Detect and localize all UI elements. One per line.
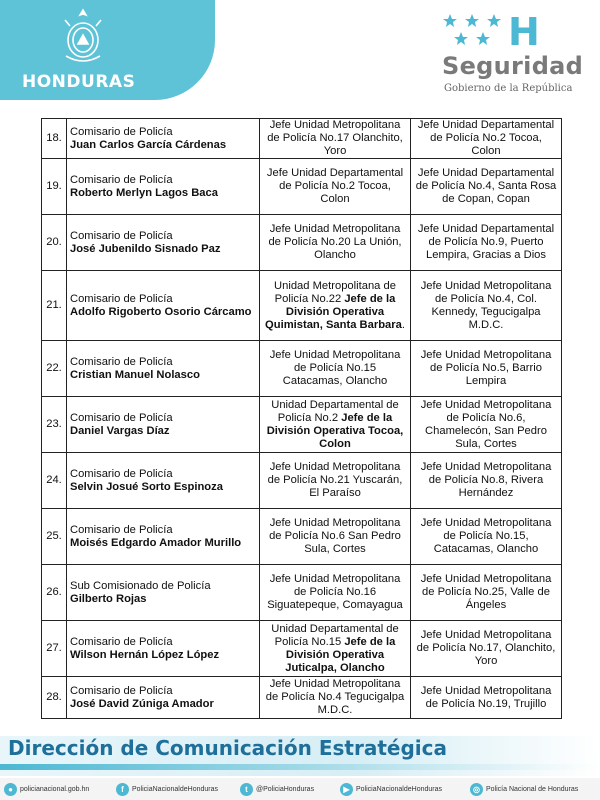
table-row <box>42 341 562 397</box>
officer-rank: Sub Comisionado de Policía <box>70 579 211 592</box>
current-post-text: Jefe Unidad Departamental de Policía No.2 Tocoa, Colon <box>266 167 404 205</box>
table-row <box>42 565 562 621</box>
current-post-text: Jefe Unidad Metropolitana de Policía No.17 Olanchito, Yoro <box>267 119 403 157</box>
social-label: Policía Nacional de Honduras <box>486 785 579 793</box>
officer-rank: Comisario de Policía <box>70 355 173 368</box>
current-post-cell <box>260 509 411 565</box>
officer-name: Juan Carlos García Cárdenas <box>70 138 227 151</box>
new-post-cell: Jefe Unidad Metropolitana de Policía No.25, Valle de Ángeles <box>411 565 562 621</box>
social-label: policianacional.gob.hn <box>20 785 90 793</box>
current-post-text: Unidad Departamental de Policía No.15 <box>271 622 399 648</box>
brand-subtitle: Gobierno de la República <box>444 83 573 94</box>
instagram-icon: ◎ <box>470 783 483 796</box>
table-row <box>42 677 562 719</box>
officer-cell <box>67 677 260 719</box>
table-row <box>42 397 562 453</box>
transfers-table <box>41 118 562 719</box>
new-post-cell: Jefe Unidad Departamental de Policía No.4, Santa Rosa de Copan, Copan <box>411 159 562 215</box>
coat-of-arms-icon <box>58 8 108 66</box>
officer-cell <box>67 119 260 159</box>
table-row <box>42 453 562 509</box>
row-number: 27. <box>42 621 67 677</box>
row-number: 22. <box>42 341 67 397</box>
officer-cell <box>67 215 260 271</box>
page-header <box>0 0 600 112</box>
twitter-icon: t <box>240 783 253 796</box>
social-link[interactable] <box>4 781 89 797</box>
row-number: 23. <box>42 397 67 453</box>
row-number: 18. <box>42 119 67 159</box>
officer-rank: Comisario de Policía <box>70 684 173 697</box>
current-post-text: Jefe de la División Operativa Tocoa, Colon <box>266 411 404 450</box>
officer-name: José David Zúniga Amador <box>70 697 214 710</box>
officer-cell <box>67 341 260 397</box>
new-post-cell: Jefe Unidad Metropolitana de Policía No.8, Rivera Hernández <box>411 453 562 509</box>
officer-name: Gilberto Rojas <box>70 592 147 605</box>
current-post-cell <box>260 341 411 397</box>
new-post-cell: Jefe Unidad Metropolitana de Policía No.6, Chamelecón, San Pedro Sula, Cortes <box>411 397 562 453</box>
new-post-cell: Jefe Unidad Departamental de Policía No.9, Puerto Lempira, Gracias a Dios <box>411 215 562 271</box>
current-post-cell <box>260 119 411 159</box>
social-link[interactable] <box>240 781 314 797</box>
current-post-cell <box>260 621 411 677</box>
row-number: 19. <box>42 159 67 215</box>
current-post-cell <box>260 565 411 621</box>
new-post-cell: Jefe Unidad Metropolitana de Policía No.19, Trujillo <box>411 677 562 719</box>
officer-cell <box>67 509 260 565</box>
new-post-cell: Jefe Unidad Metropolitana de Policía No.4, Col. Kennedy, Tegucigalpa M.D.C. <box>411 271 562 341</box>
youtube-icon: ▶ <box>340 783 353 796</box>
honduras-banner <box>0 0 215 100</box>
row-number: 26. <box>42 565 67 621</box>
officer-rank: Comisario de Policía <box>70 635 173 648</box>
current-post-text: Jefe de la División Operativa Juticalpa, Olancho <box>285 635 396 674</box>
officer-cell <box>67 271 260 341</box>
current-post-text: Jefe Unidad Metropolitana de Policía No.4 Tegucigalpa M.D.C. <box>265 678 405 716</box>
current-post-cell <box>260 397 411 453</box>
footer-title: Dirección de Comunicación Estratégica <box>8 736 447 760</box>
row-number: 21. <box>42 271 67 341</box>
table-row <box>42 159 562 215</box>
current-post-text: Unidad Metropolitana de Policía No.22 <box>274 279 396 305</box>
officer-cell <box>67 565 260 621</box>
social-links <box>0 778 600 800</box>
officer-rank: Comisario de Policía <box>70 523 173 536</box>
officer-name: Wilson Hernán López López <box>70 648 220 661</box>
new-post-cell: Jefe Unidad Metropolitana de Policía No.15, Catacamas, Olancho <box>411 509 562 565</box>
officer-name: Cristian Manuel Nolasco <box>70 368 200 381</box>
row-number: 24. <box>42 453 67 509</box>
table-row <box>42 119 562 159</box>
officer-name: Selvin Josué Sorto Espinoza <box>70 480 223 493</box>
new-post-cell: Jefe Unidad Metropolitana de Policía No.5, Barrio Lempira <box>411 341 562 397</box>
current-post-text: Jefe Unidad Metropolitana de Policía No.15 Catacamas, Olancho <box>269 349 401 387</box>
social-label: PoliciaNacionaldeHonduras <box>132 785 218 793</box>
social-link[interactable] <box>116 781 218 797</box>
brand-word: Seguridad <box>442 52 584 80</box>
current-post-text: Unidad Departamental de Policía No.2 <box>271 398 399 424</box>
officer-name: Adolfo Rigoberto Osorio Cárcamo <box>70 305 252 318</box>
brand-letter: H <box>508 10 540 54</box>
stars-icon <box>442 12 506 52</box>
new-post-cell: Jefe Unidad Metropolitana de Policía No.17, Olanchito, Yoro <box>411 621 562 677</box>
officer-name: Moisés Edgardo Amador Murillo <box>70 536 242 549</box>
current-post-text: Jefe Unidad Metropolitana de Policía No.21 Yuscarán, El Paraíso <box>267 461 403 499</box>
current-post-text: Jefe Unidad Metropolitana de Policía No.6 San Pedro Sula, Cortes <box>269 517 401 555</box>
officer-cell <box>67 621 260 677</box>
officer-rank: Comisario de Policía <box>70 173 173 186</box>
current-post-text: . <box>401 318 405 331</box>
officer-cell <box>67 453 260 509</box>
social-link[interactable] <box>340 781 442 797</box>
row-number: 20. <box>42 215 67 271</box>
current-post-text: Jefe Unidad Metropolitana de Policía No.16 Siguatepeque, Comayagua <box>267 573 403 611</box>
officer-name: Roberto Merlyn Lagos Baca <box>70 186 218 199</box>
officer-rank: Comisario de Policía <box>70 467 173 480</box>
current-post-text: Jefe Unidad Metropolitana de Policía No.20 La Unión, Olancho <box>268 223 402 261</box>
officer-rank: Comisario de Policía <box>70 411 173 424</box>
current-post-cell <box>260 271 411 341</box>
officer-name: José Jubenildo Sisnado Paz <box>70 242 221 255</box>
current-post-cell <box>260 159 411 215</box>
social-link[interactable] <box>470 781 578 797</box>
officer-cell <box>67 397 260 453</box>
row-number: 25. <box>42 509 67 565</box>
facebook-icon: f <box>116 783 129 796</box>
officer-name: Daniel Vargas Díaz <box>70 424 170 437</box>
current-post-cell <box>260 677 411 719</box>
table-row <box>42 215 562 271</box>
globe-icon: ● <box>4 783 17 796</box>
officer-rank: Comisario de Policía <box>70 292 173 305</box>
table-row <box>42 271 562 341</box>
table-row <box>42 509 562 565</box>
country-label: HONDURAS <box>22 72 136 92</box>
current-post-text: Jefe de la División Operativa Quimistan, Santa Barbara <box>265 292 402 331</box>
new-post-cell: Jefe Unidad Departamental de Policía No.2 Tocoa, Colon <box>411 119 562 159</box>
seguridad-logo <box>438 8 598 98</box>
table-row <box>42 621 562 677</box>
row-number: 28. <box>42 677 67 719</box>
officer-rank: Comisario de Policía <box>70 229 173 242</box>
officer-cell <box>67 159 260 215</box>
footer-stripe <box>0 764 600 770</box>
social-label: @PoliciaHonduras <box>256 785 315 793</box>
current-post-cell <box>260 453 411 509</box>
social-label: PoliciaNacionaldeHonduras <box>356 785 442 793</box>
current-post-cell <box>260 215 411 271</box>
page-footer <box>0 732 600 800</box>
officer-rank: Comisario de Policía <box>70 125 173 138</box>
